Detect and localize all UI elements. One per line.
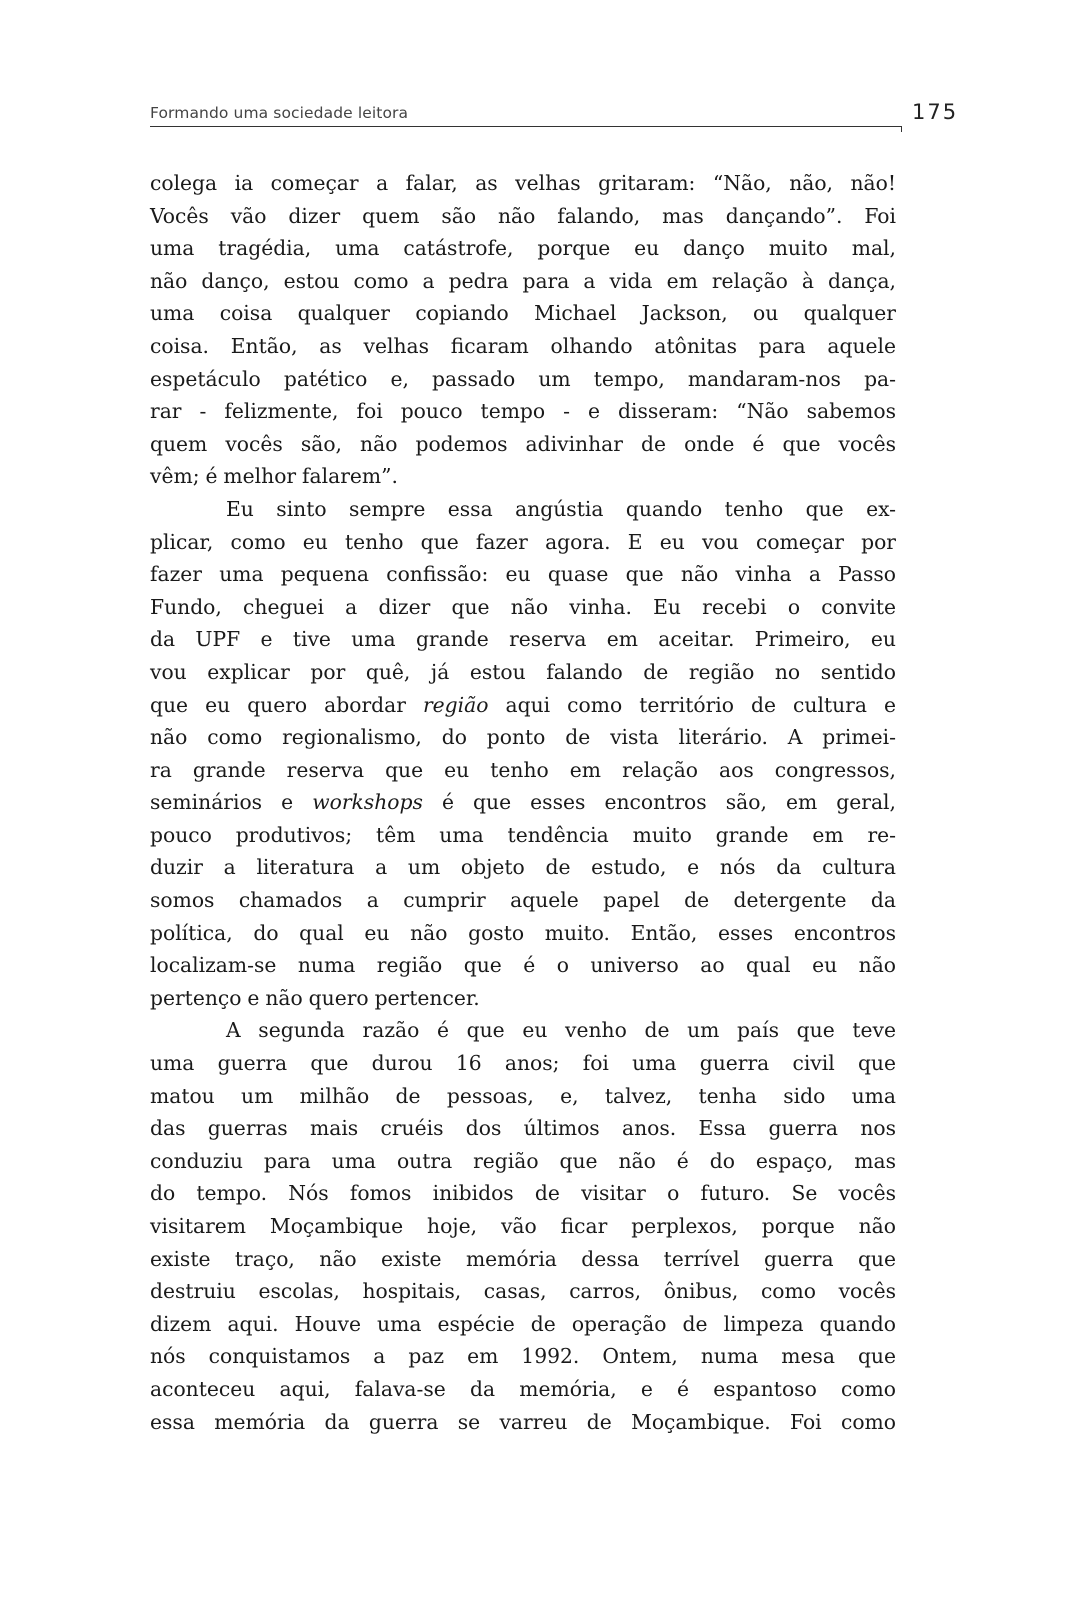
text-line: duzir a literatura a um objeto de estudo, e nós da cultura [150,855,896,880]
text-line: matou um milhão de pessoas, e, talvez, tenha sido uma [150,1083,896,1108]
text-line: uma tragédia, uma catástrofe, porque eu danço muito mal, [150,236,896,261]
text-line: ra grande reserva que eu tenho em relação aos congressos, [150,757,896,782]
text-line: localizam-se numa região que é o universo ao qual eu não [150,953,896,978]
running-header [150,104,902,127]
text-line: coisa. Então, as velhas ficaram olhando atônitas para aquele [150,333,896,358]
text-line: não como regionalismo, do ponto de vista literário. A primei- [150,725,896,750]
text-line: conduziu para uma outra região que não é do espaço, mas [150,1148,896,1173]
text-line: política, do qual eu não gosto muito. Então, esses encontros [150,920,896,945]
running-title: Formando uma sociedade leitora [150,104,409,122]
text-line: visitarem Moçambique hoje, vão ficar perplexos, porque não [150,1214,896,1238]
text-line: aconteceu aqui, falava-se da memória, e é espantoso como [150,1376,896,1401]
text-line: pouco produtivos; têm uma tendência muito grande em re- [150,822,896,847]
text-run: seminários e [150,790,313,815]
text-line: não danço, estou como a pedra para a vida em relação à dança, [150,268,896,293]
text-run: aqui como território de cultura e [488,692,896,717]
text-line: pertenço e não quero pertencer. [150,985,480,1010]
text-line: somos chamados a cumprir aquele papel de detergente da [150,888,896,913]
text-line: do tempo. Nós fomos inibidos de visitar o futuro. Se vocês [150,1181,896,1206]
text-line: rar - felizmente, foi pouco tempo - e disseram: “Não sabemos [150,399,896,424]
text-line: existe traço, não existe memória dessa terrível guerra que [150,1246,896,1271]
text-line: Fundo, cheguei a dizer que não vinha. Eu recebi o convite [150,594,896,619]
text-line: uma coisa qualquer copiando Michael Jackson, ou qualquer [150,301,896,326]
text-line: nós conquistamos a paz em 1992. Ontem, numa mesa que [150,1344,896,1369]
text-line: dizem aqui. Houve uma espécie de operação de limpeza quando [150,1311,896,1336]
text-line: plicar, como eu tenho que fazer agora. E eu vou começar por [150,529,896,554]
text-line: Eu sinto sempre essa angústia quando tenho que ex- [226,496,896,521]
text-run: que eu quero abordar [150,692,423,717]
header-rule-tick [901,126,902,132]
text-line: A segunda razão é que eu venho de um país que teve [226,1018,896,1043]
text-line: da UPF e tive uma grande reserva em aceitar. Primeiro, eu [150,627,896,652]
text-line: quem vocês são, não podemos adivinhar de onde é que vocês [150,431,896,456]
text-line: espetáculo patético e, passado um tempo, mandaram-nos pa- [150,366,896,391]
text-run: é que esses encontros são, em geral, [422,790,896,815]
text-line: destruiu escolas, hospitais, casas, carros, ônibus, como vocês [150,1279,896,1304]
text-line: vêm; é melhor falarem”. [150,464,398,489]
text-line: vou explicar por quê, já estou falando de região no sentido [150,659,896,684]
text-line: essa memória da guerra se varreu de Moçambique. Foi como [150,1409,896,1434]
text-line: fazer uma pequena confissão: eu quase que não vinha a Passo [150,562,896,587]
text-line: das guerras mais cruéis dos últimos anos. Essa guerra nos [150,1116,896,1141]
text-line: Vocês vão dizer quem são não falando, mas dançando”. Foi [150,203,896,228]
page-body [150,167,896,1438]
text-line-with-italic [150,786,896,819]
italic-word: região [422,692,489,717]
italic-word: workshops [312,790,423,815]
text-line-with-italic [150,689,896,722]
text-line: colega ia começar a falar, as velhas gritaram: “Não, não, não! [150,171,896,195]
page-number: 175 [912,100,959,124]
text-line: uma guerra que durou 16 anos; foi uma guerra civil que [150,1051,896,1076]
